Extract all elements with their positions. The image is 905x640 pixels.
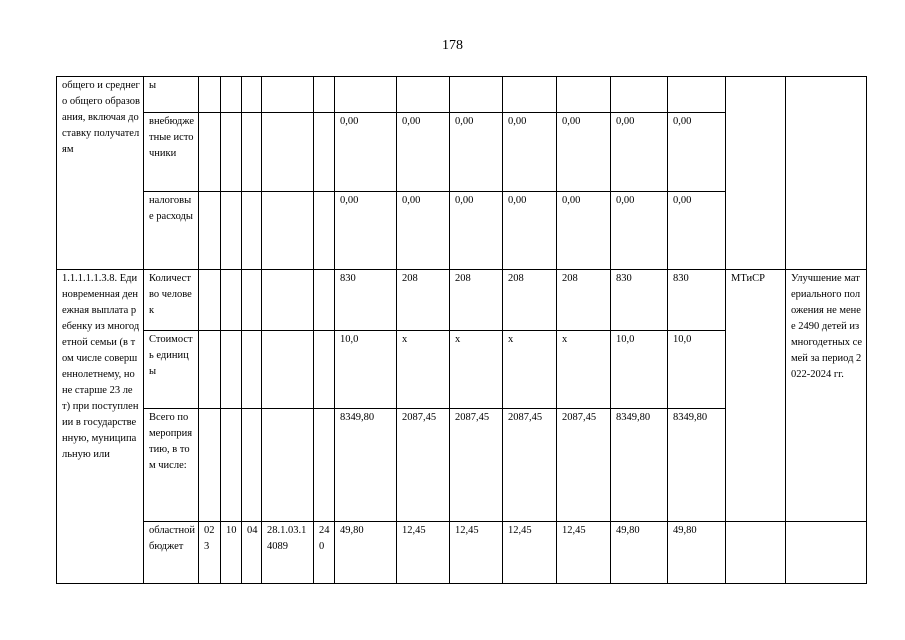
value-cell: х <box>503 331 557 409</box>
code-cell <box>242 409 262 522</box>
code-cell <box>221 192 242 270</box>
value-cell <box>335 77 397 113</box>
code-cell <box>314 409 335 522</box>
code-cell: 28.1.03.14089 <box>262 522 314 584</box>
code-cell <box>199 77 221 113</box>
code-cell <box>221 113 242 192</box>
indicator-label: Стоимость единицы <box>144 331 199 409</box>
code-cell <box>262 192 314 270</box>
code-cell <box>262 270 314 331</box>
value-cell: 8349,80 <box>335 409 397 522</box>
page-number: 178 <box>442 38 463 53</box>
value-cell: 2087,45 <box>503 409 557 522</box>
value-cell: 2087,45 <box>557 409 611 522</box>
code-cell <box>199 270 221 331</box>
value-cell: х <box>557 331 611 409</box>
value-cell: 0,00 <box>335 192 397 270</box>
result-cell <box>786 522 867 584</box>
value-cell: 830 <box>668 270 726 331</box>
code-cell <box>242 192 262 270</box>
code-cell <box>262 331 314 409</box>
value-cell: 2087,45 <box>397 409 450 522</box>
value-cell: 0,00 <box>557 192 611 270</box>
value-cell: 0,00 <box>611 113 668 192</box>
indicator-label: Всего по мероприятию, в том числе: <box>144 409 199 522</box>
code-cell <box>242 331 262 409</box>
value-cell: 49,80 <box>611 522 668 584</box>
value-cell: 0,00 <box>611 192 668 270</box>
value-cell: 830 <box>611 270 668 331</box>
code-cell <box>242 270 262 331</box>
value-cell: 49,80 <box>335 522 397 584</box>
result-cell: Улучшение материального положения не менее 2490 детей из многодетных семей за период 2022-2024 гг. <box>786 270 867 522</box>
event-name-cell: 1.1.1.1.1.3.8. Единовременная денежная выплата ребенку из многодетной семьи (в том числе совершеннолетнему, но не старше 23 лет) при поступлении в государственную, муниципальную или <box>57 270 144 584</box>
indicator-label: ы <box>144 77 199 113</box>
value-cell: 0,00 <box>335 113 397 192</box>
executor-cell <box>726 522 786 584</box>
value-cell: 0,00 <box>503 192 557 270</box>
code-cell <box>199 409 221 522</box>
code-cell: 10 <box>221 522 242 584</box>
code-cell <box>221 77 242 113</box>
code-cell <box>314 192 335 270</box>
result-cell <box>786 77 867 270</box>
indicator-label: внебюджетные источники <box>144 113 199 192</box>
code-cell <box>242 77 262 113</box>
value-cell: 0,00 <box>450 113 503 192</box>
value-cell: 0,00 <box>503 113 557 192</box>
value-cell: 12,45 <box>450 522 503 584</box>
indicator-label: Количество человек <box>144 270 199 331</box>
executor-cell <box>726 77 786 270</box>
code-cell <box>221 409 242 522</box>
code-cell <box>262 409 314 522</box>
value-cell: 208 <box>557 270 611 331</box>
value-cell: 0,00 <box>668 113 726 192</box>
code-cell <box>242 113 262 192</box>
code-cell <box>199 113 221 192</box>
value-cell <box>611 77 668 113</box>
table-row <box>57 77 867 113</box>
value-cell: 12,45 <box>397 522 450 584</box>
value-cell <box>557 77 611 113</box>
value-cell: 12,45 <box>503 522 557 584</box>
value-cell: 0,00 <box>397 113 450 192</box>
code-cell <box>221 331 242 409</box>
value-cell: 208 <box>503 270 557 331</box>
code-cell <box>314 77 335 113</box>
value-cell: 0,00 <box>557 113 611 192</box>
value-cell: 8349,80 <box>611 409 668 522</box>
value-cell <box>397 77 450 113</box>
code-cell <box>314 113 335 192</box>
code-cell <box>221 270 242 331</box>
value-cell: 0,00 <box>397 192 450 270</box>
code-cell <box>314 331 335 409</box>
value-cell: 208 <box>397 270 450 331</box>
executor-cell: МТиСР <box>726 270 786 522</box>
code-cell: 023 <box>199 522 221 584</box>
code-cell <box>199 192 221 270</box>
code-cell: 240 <box>314 522 335 584</box>
budget-table <box>56 76 867 584</box>
code-cell <box>199 331 221 409</box>
value-cell: 208 <box>450 270 503 331</box>
value-cell: 10,0 <box>335 331 397 409</box>
value-cell: 10,0 <box>668 331 726 409</box>
code-cell <box>262 77 314 113</box>
code-cell <box>262 113 314 192</box>
value-cell: 10,0 <box>611 331 668 409</box>
indicator-label: областной бюджет <box>144 522 199 584</box>
value-cell: 2087,45 <box>450 409 503 522</box>
table-row <box>57 522 867 584</box>
value-cell <box>503 77 557 113</box>
value-cell: 8349,80 <box>668 409 726 522</box>
value-cell: 12,45 <box>557 522 611 584</box>
value-cell: 0,00 <box>668 192 726 270</box>
value-cell <box>668 77 726 113</box>
value-cell: 49,80 <box>668 522 726 584</box>
code-cell <box>314 270 335 331</box>
table-row <box>57 270 867 331</box>
event-name-cell: общего и среднего общего образования, включая доставку получателям <box>57 77 144 270</box>
indicator-label: налоговые расходы <box>144 192 199 270</box>
value-cell: х <box>450 331 503 409</box>
value-cell <box>450 77 503 113</box>
code-cell: 04 <box>242 522 262 584</box>
value-cell: х <box>397 331 450 409</box>
value-cell: 0,00 <box>450 192 503 270</box>
value-cell: 830 <box>335 270 397 331</box>
